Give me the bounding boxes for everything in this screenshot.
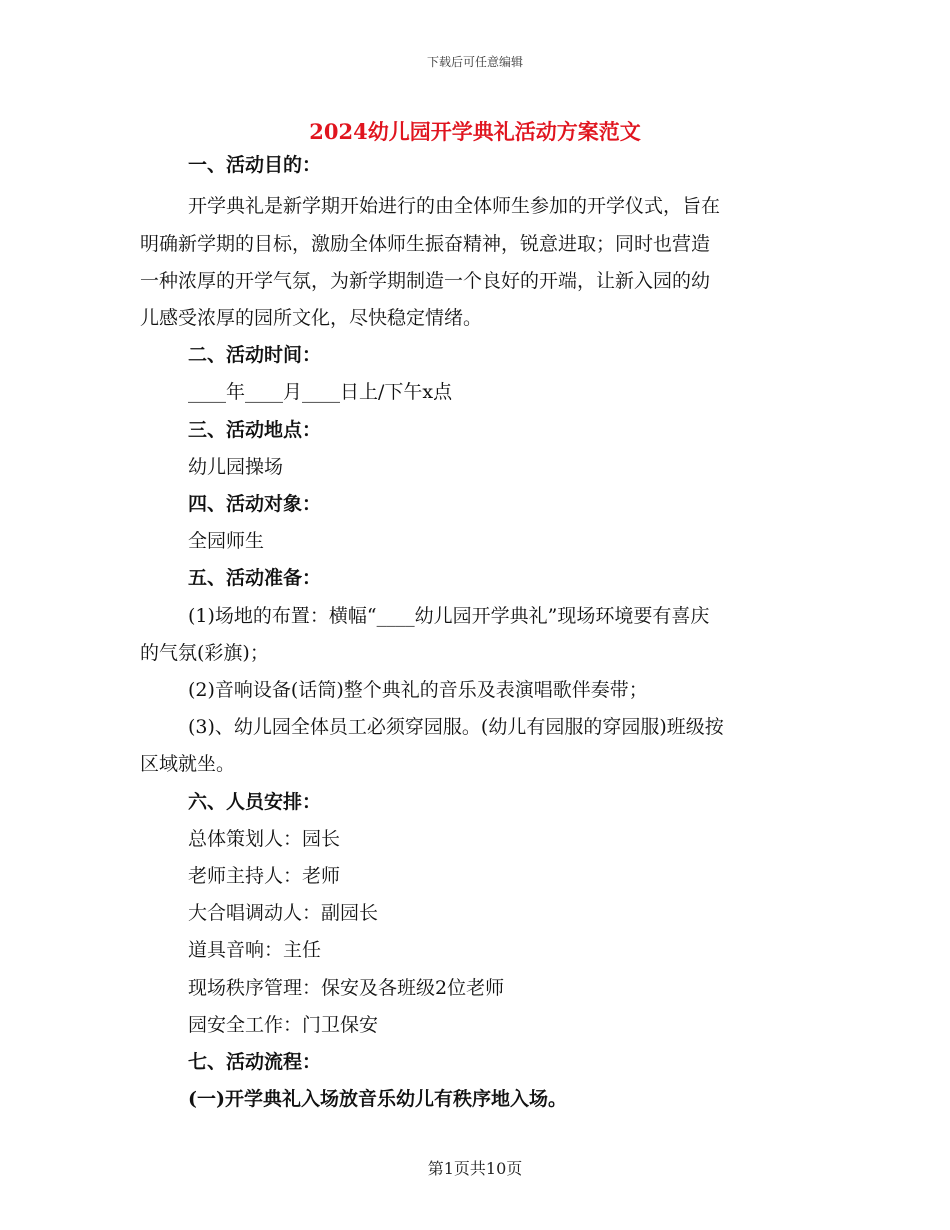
section-heading-purpose: 一、活动目的： xyxy=(188,154,322,176)
page-footer: 第1页共10页 xyxy=(427,1159,523,1178)
staff-item: 现场秩序管理：保安及各班级2位老师 xyxy=(188,977,505,999)
document-title: 2024幼儿园开学典礼活动方案范文 xyxy=(309,119,641,144)
section-heading-staff: 六、人员安排： xyxy=(188,791,322,813)
staff-item: 道具音响：主任 xyxy=(188,939,322,961)
paragraph-line: 儿感受浓厚的园所文化，尽快稳定情绪。 xyxy=(140,307,483,329)
page-header: 下载后可任意编辑 xyxy=(426,55,523,69)
prep-line: 区域就坐。 xyxy=(140,753,236,775)
section-heading-time: 二、活动时间： xyxy=(188,344,322,366)
prep-line: (3)、幼儿园全体员工必须穿园服。(幼儿有园服的穿园服)班级按 xyxy=(188,716,724,738)
staff-item: 老师主持人：老师 xyxy=(188,865,341,887)
paragraph-line: 明确新学期的目标，激励全体师生振奋精神，锐意进取；同时也营造 xyxy=(140,233,711,255)
target-text: 全园师生 xyxy=(188,530,265,552)
staff-item: 园安全工作：门卫保安 xyxy=(188,1014,379,1036)
prep-line: (1)场地的布置：横幅“____幼儿园开学典礼”现场环境要有喜庆 xyxy=(188,605,710,627)
prep-line: (2)音响设备(话筒)整个典礼的音乐及表演唱歌伴奏带； xyxy=(188,679,648,701)
section-heading-prep: 五、活动准备： xyxy=(188,567,322,589)
section-heading-place: 三、活动地点： xyxy=(188,419,322,441)
place-text: 幼儿园操场 xyxy=(188,456,284,478)
flow-step: (一)开学典礼入场放音乐幼儿有秩序地入场。 xyxy=(188,1088,567,1110)
paragraph-line: 一种浓厚的开学气氛，为新学期制造一个良好的开端，让新入园的幼 xyxy=(140,270,711,292)
section-heading-flow: 七、活动流程： xyxy=(188,1051,322,1073)
staff-item: 总体策划人：园长 xyxy=(188,828,341,850)
section-heading-target: 四、活动对象： xyxy=(188,493,322,515)
time-text: ____年____月____日上/下午x点 xyxy=(188,381,453,403)
paragraph-line: 开学典礼是新学期开始进行的由全体师生参加的开学仪式，旨在 xyxy=(188,195,721,217)
prep-line: 的气氛(彩旗)； xyxy=(140,642,269,664)
staff-item: 大合唱调动人：副园长 xyxy=(188,902,379,924)
